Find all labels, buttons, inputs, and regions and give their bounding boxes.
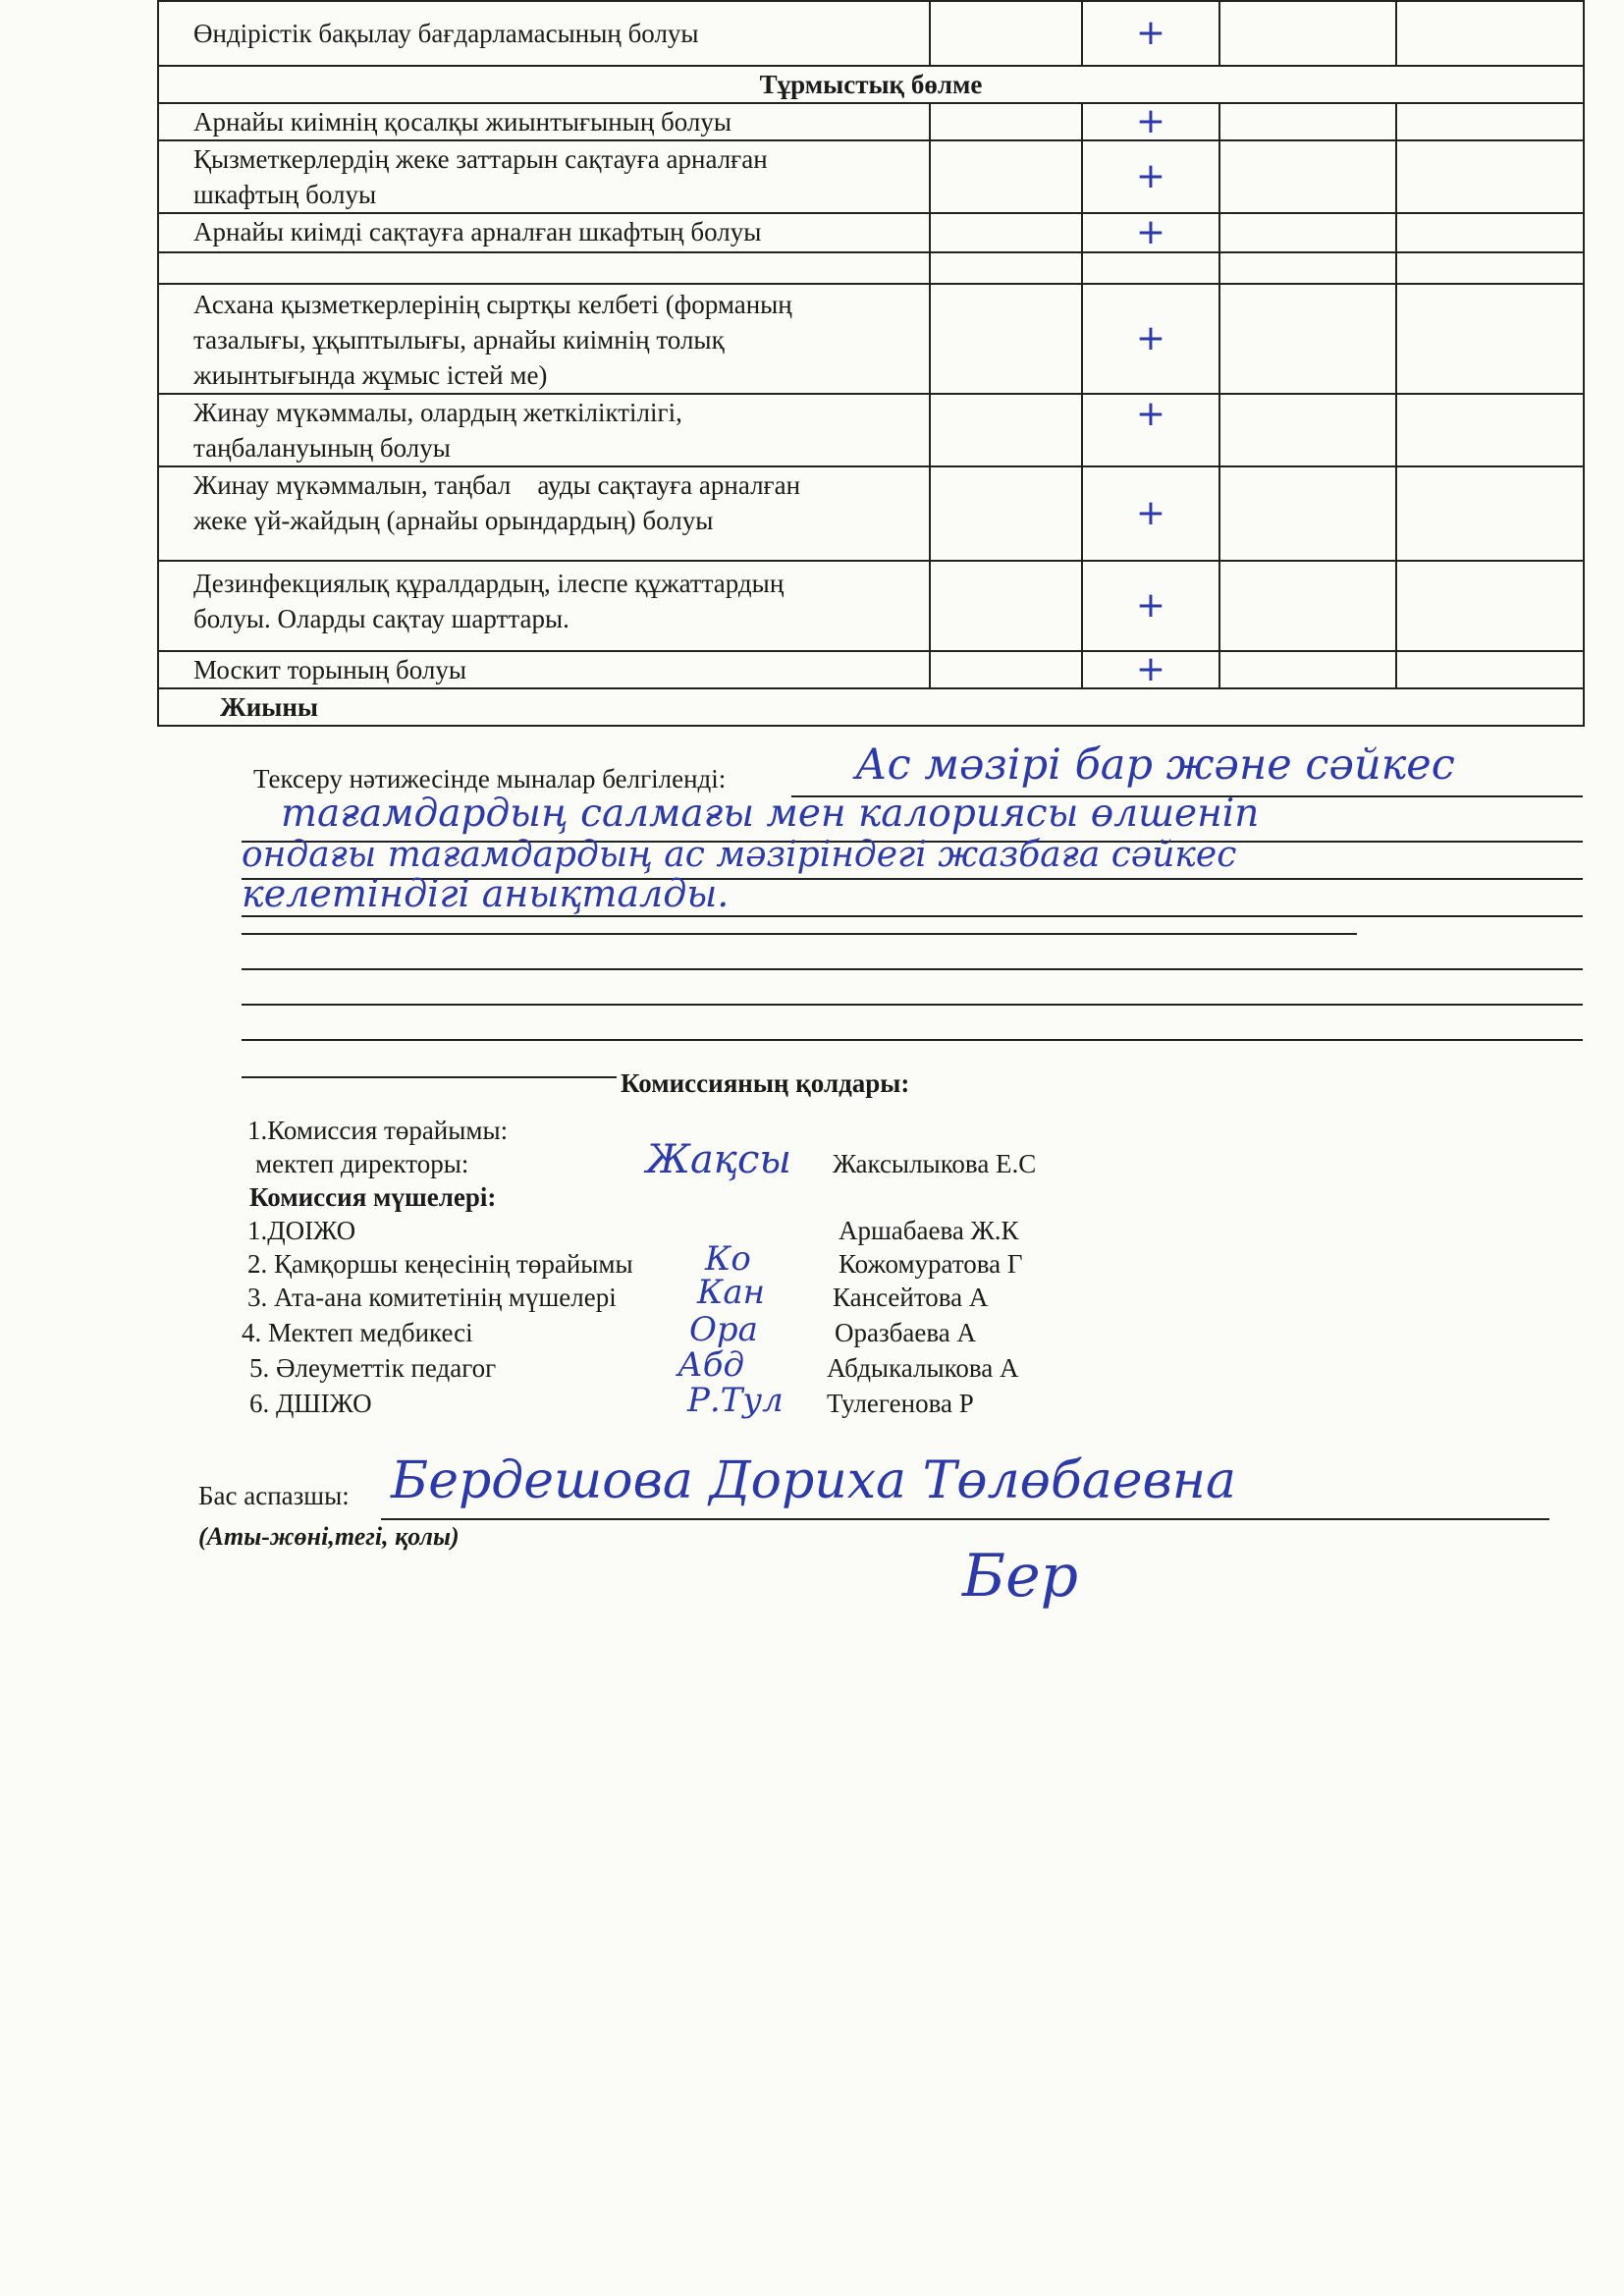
- member-role: 4. Мектеп медбикесі: [242, 1318, 473, 1347]
- cell: [1082, 252, 1219, 284]
- member-name: Кожомуратова Г: [839, 1249, 1023, 1279]
- plus-mark: +: [1082, 284, 1219, 394]
- plus-mark: +: [1082, 466, 1219, 561]
- table-row: [158, 140, 1584, 213]
- handwritten-finding-line: Ас мәзірі бар және сәйкес: [855, 740, 1455, 790]
- chef-label: Бас аспазшы:: [198, 1481, 350, 1510]
- member-role: 5. Әлеуметтік педагог: [249, 1353, 497, 1383]
- plus-mark: +: [1082, 561, 1219, 651]
- chef-hint: (Аты-жөні,тегі, қолы): [198, 1522, 460, 1551]
- member-signature: Ко: [705, 1239, 751, 1279]
- row-text: Арнайы киімді сақтауға арналған шкафтың болуы: [158, 213, 930, 252]
- checklist-table: [157, 0, 1585, 727]
- chair-label: 1.Комиссия төрайымы:: [247, 1116, 509, 1145]
- table-row: [158, 103, 1584, 140]
- total-row: [158, 688, 1584, 726]
- handwritten-finding-line: тағамдардың салмағы мен калориясы өлшеніп: [281, 792, 1260, 836]
- table-row: [158, 651, 1584, 688]
- plus-mark: +: [1082, 213, 1219, 252]
- member-role: 3. Ата-ана комитетінің мүшелері: [247, 1283, 617, 1312]
- member-name: Аршабаева Ж.К: [839, 1216, 1019, 1245]
- cell: [1219, 561, 1396, 651]
- row-text: Қызметкерлердің жеке заттарын сақтауға арналған шкафтың болуы: [158, 140, 930, 213]
- row-text: Өндірістік бақылау бағдарламасының болуы: [158, 1, 930, 66]
- member-name: Тулегенова Р: [827, 1389, 974, 1418]
- cell: [1219, 252, 1396, 284]
- handwritten-finding-line: ондағы тағамдардың ас мәзіріндегі жазбаға сәйкес: [242, 835, 1237, 875]
- table-row-empty: [158, 252, 1584, 284]
- cell: [1219, 466, 1396, 561]
- cell: [1219, 284, 1396, 394]
- table-row: [158, 394, 1584, 466]
- cell: [1396, 466, 1584, 561]
- cell: [930, 252, 1082, 284]
- cell: [1396, 651, 1584, 688]
- table-row: [158, 213, 1584, 252]
- writing-line: [242, 1039, 1583, 1041]
- chef-signature: Бер: [962, 1542, 1079, 1611]
- member-name: Абдыкалыкова А: [827, 1353, 1019, 1383]
- total-label: Жиыны: [158, 688, 1584, 726]
- member-signature: Р.Тул: [687, 1381, 784, 1420]
- writing-line: [242, 968, 1583, 970]
- cell: [1219, 1, 1396, 66]
- findings-label: Тексеру нәтижесінде мыналар белгіленді:: [253, 764, 727, 793]
- plus-mark: +: [1082, 103, 1219, 140]
- cell: [1396, 284, 1584, 394]
- plus-mark: +: [1082, 1, 1219, 66]
- member-role: 1.ДОІЖО: [247, 1216, 356, 1245]
- table-row: [158, 284, 1584, 394]
- row-text: Жинау мүкәммалын, таңбал ауды сақтауға арналған жеке үй-жайдың (арнайы орындардың) болуы: [158, 466, 930, 561]
- cell: [1219, 140, 1396, 213]
- cell: [1396, 394, 1584, 466]
- cell: [1219, 651, 1396, 688]
- section-title: Тұрмыстық бөлме: [158, 66, 1584, 103]
- signature-title-line: [242, 1076, 617, 1078]
- plus-mark: +: [1082, 394, 1219, 466]
- cell: [930, 1, 1082, 66]
- members-heading: Комиссия мүшелері:: [249, 1182, 497, 1212]
- row-text: Арнайы киімнің қосалқы жиынтығының болуы: [158, 103, 930, 140]
- table-row: [158, 1, 1584, 66]
- chef-name-handwritten: Бердешова Дориха Төлөбаевна: [391, 1451, 1237, 1510]
- row-text: Асхана қызметкерлерінің сыртқы келбеті (форманың тазалығы, ұқыптылығы, арнайы киімнің толық жиынтығында жұмыс істей ме): [158, 284, 930, 394]
- section-header-row: [158, 66, 1584, 103]
- cell: [1396, 213, 1584, 252]
- cell: [930, 466, 1082, 561]
- cell: [1396, 561, 1584, 651]
- member-signature: Абд: [677, 1345, 745, 1385]
- chair-signature: Жақсы: [646, 1137, 791, 1182]
- member-role: 2. Қамқоршы кеңесінің төрайымы: [247, 1249, 633, 1279]
- row-text: Жинау мүкәммалы, олардың жеткіліктілігі, таңбалануының болуы: [158, 394, 930, 466]
- cell: [930, 103, 1082, 140]
- cell: [1396, 103, 1584, 140]
- member-role: 6. ДШІЖО: [249, 1389, 372, 1418]
- handwritten-finding-line: келетіндігі анықталды.: [242, 872, 730, 915]
- writing-line: [242, 933, 1357, 935]
- cell: [1219, 213, 1396, 252]
- cell: [930, 561, 1082, 651]
- cell: [930, 651, 1082, 688]
- table-row: [158, 466, 1584, 561]
- cell: [1396, 1, 1584, 66]
- plus-mark: +: [1082, 651, 1219, 688]
- writing-line: [242, 915, 1583, 917]
- member-name: Оразбаева А: [835, 1318, 976, 1347]
- cell: [1219, 394, 1396, 466]
- table-row: [158, 561, 1584, 651]
- chef-line: [381, 1518, 1549, 1520]
- member-signature: Кан: [697, 1273, 765, 1312]
- member-signature: Ора: [689, 1310, 758, 1349]
- cell: [158, 252, 930, 284]
- chair-name: Жаксылыкова Е.С: [833, 1149, 1037, 1178]
- cell: [930, 394, 1082, 466]
- plus-mark: +: [1082, 140, 1219, 213]
- row-text: Москит торының болуы: [158, 651, 930, 688]
- cell: [930, 140, 1082, 213]
- cell: [1396, 140, 1584, 213]
- cell: [930, 213, 1082, 252]
- cell: [1219, 103, 1396, 140]
- member-name: Кансейтова А: [833, 1283, 989, 1312]
- signatures-title: Комиссияның қолдары:: [621, 1068, 910, 1098]
- cell: [1396, 252, 1584, 284]
- row-text: Дезинфекциялық құралдардың, ілеспе құжаттардың болуы. Оларды сақтау шарттары.: [158, 561, 930, 651]
- chair-label-position: мектеп директоры:: [255, 1149, 469, 1178]
- writing-line: [242, 1004, 1583, 1006]
- cell: [930, 284, 1082, 394]
